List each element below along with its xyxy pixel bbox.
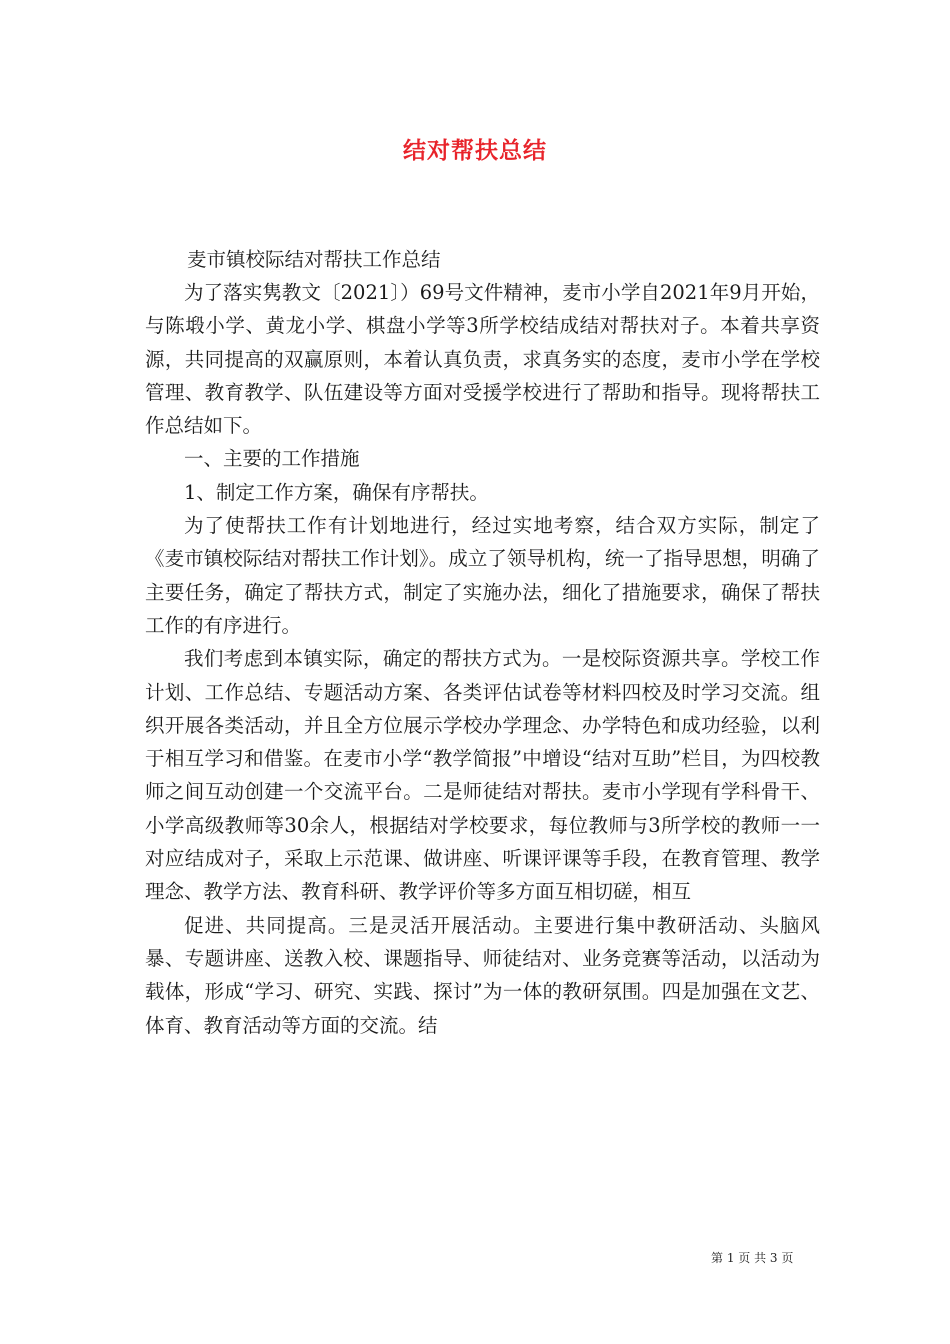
- paragraph-intro: 为了落实隽教文〔2021〕）69号文件精神，麦市小学自2021年9月开始，与陈塅小学、黄龙小学、棋盘小学等3所学校结成结对帮扶对子。本着共享资源，共同提高的双赢原则，本着认真负责，求真务实的态度，麦市小学在学校管理、教育教学、队伍建设等方面对受援学校进行了帮助和指导。现将帮扶工作总结如下。: [145, 281, 820, 438]
- section-heading: 一、主要的工作措施: [184, 447, 360, 471]
- paragraph-activities: 促进、共同提高。三是灵活开展活动。主要进行集中教研活动、头脑风暴、专题讲座、送教入校、课题指导、师徒结对、业务竞赛等活动，以活动为载体，形成“学习、研究、实践、探讨”为一体的教研氛围。四是加强在文艺、体育、教育活动等方面的交流。结: [145, 913, 820, 1037]
- page-number: 第 1 页 共 3 页: [711, 1251, 794, 1265]
- document-subtitle: 麦市镇校际结对帮扶工作总结: [187, 248, 441, 271]
- page-title: 结对帮扶总结: [403, 138, 547, 164]
- subsection-heading: 1、制定工作方案，确保有序帮扶。: [184, 480, 489, 504]
- paragraph-methods: 我们考虑到本镇实际，确定的帮扶方式为。一是校际资源共享。学校工作计划、工作总结、专题活动方案、各类评估试卷等材料四校及时学习交流。组织开展各类活动，并且全方位展示学校办学理念、办学特色和成功经验，以利于相互学习和借鉴。在麦市小学“教学简报”中增设“结对互助”栏目，为四校教师之间互动创建一个交流平台。二是师徒结对帮扶。麦市小学现有学科骨干、小学高级教师等30余人，根据结对学校要求，每位教师与3所学校的教师一一对应结成对子，采取上示范课、做讲座、听课评课等手段，在教育管理、教学理念、教学方法、教育科研、教学评价等多方面互相切磋，相互: [145, 647, 820, 904]
- paragraph-plan: 为了使帮扶工作有计划地进行，经过实地考察，结合双方实际，制定了《麦市镇校际结对帮扶工作计划》。成立了领导机构，统一了指导思想，明确了主要任务，确定了帮扶方式，制定了实施办法，细化了措施要求，确保了帮扶工作的有序进行。: [145, 514, 820, 637]
- document-body: [145, 276, 820, 1042]
